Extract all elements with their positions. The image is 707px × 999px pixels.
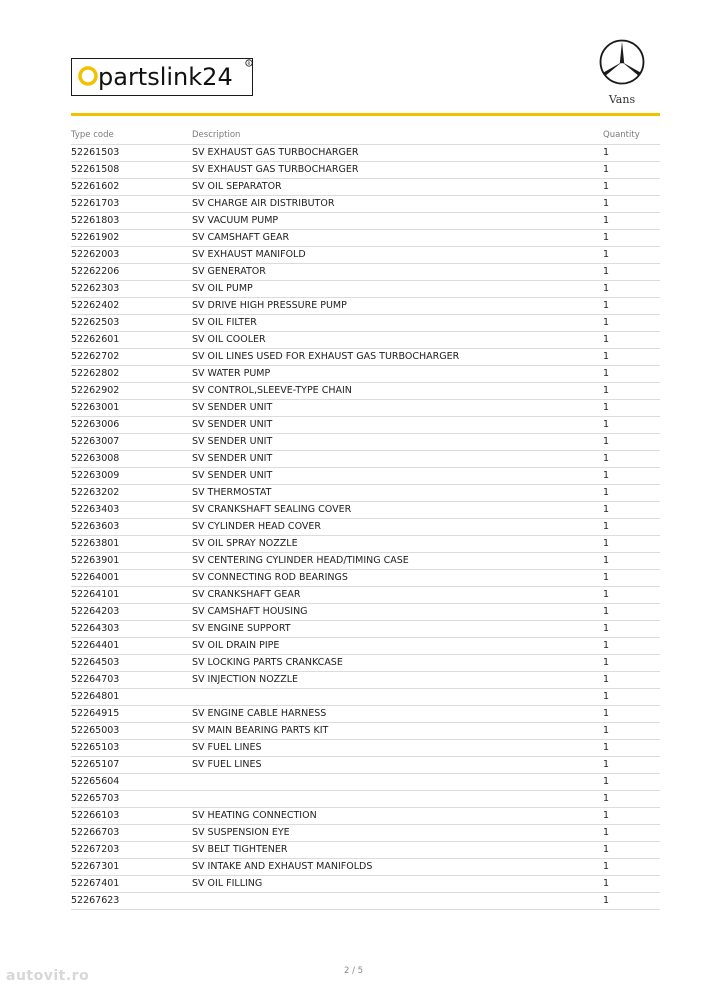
table-row [71, 638, 660, 655]
cell-description: SV SENDER UNIT [192, 400, 603, 417]
table-row [71, 145, 660, 162]
cell-quantity: 1 [603, 621, 660, 638]
table-row [71, 400, 660, 417]
cell-quantity: 1 [603, 417, 660, 434]
cell-description: SV ENGINE SUPPORT [192, 621, 603, 638]
table-row [71, 468, 660, 485]
cell-quantity: 1 [603, 825, 660, 842]
cell-description: SV CHARGE AIR DISTRIBUTOR [192, 196, 603, 213]
logo-wordmark-text: partslink24 [98, 63, 233, 91]
cell-quantity: 1 [603, 366, 660, 383]
cell-quantity: 1 [603, 672, 660, 689]
table-row [71, 842, 660, 859]
cell-type-code: 52267623 [71, 893, 192, 910]
table-row [71, 553, 660, 570]
cell-description: SV LOCKING PARTS CRANKCASE [192, 655, 603, 672]
table-row [71, 179, 660, 196]
cell-quantity: 1 [603, 893, 660, 910]
cell-type-code: 52262702 [71, 349, 192, 366]
cell-description: SV WATER PUMP [192, 366, 603, 383]
cell-description: SV SUSPENSION EYE [192, 825, 603, 842]
cell-description: SV CENTERING CYLINDER HEAD/TIMING CASE [192, 553, 603, 570]
column-header-type-code: Type code [71, 127, 192, 145]
cell-quantity: 1 [603, 434, 660, 451]
table-row [71, 757, 660, 774]
cell-type-code: 52263007 [71, 434, 192, 451]
cell-quantity: 1 [603, 536, 660, 553]
cell-type-code: 52267203 [71, 842, 192, 859]
table-row [71, 247, 660, 264]
cell-description: SV FUEL LINES [192, 757, 603, 774]
cell-description: SV CRANKSHAFT GEAR [192, 587, 603, 604]
header-accent-rule [71, 113, 660, 116]
cell-description: SV VACUUM PUMP [192, 213, 603, 230]
cell-type-code: 52261508 [71, 162, 192, 179]
cell-quantity: 1 [603, 451, 660, 468]
cell-quantity: 1 [603, 706, 660, 723]
cell-quantity: 1 [603, 570, 660, 587]
cell-quantity: 1 [603, 519, 660, 536]
cell-description: SV CRANKSHAFT SEALING COVER [192, 502, 603, 519]
cell-type-code: 52262402 [71, 298, 192, 315]
table-row [71, 502, 660, 519]
cell-type-code: 52266703 [71, 825, 192, 842]
partslink24-logo-icon [71, 52, 261, 102]
cell-quantity: 1 [603, 332, 660, 349]
cell-description: SV BELT TIGHTENER [192, 842, 603, 859]
table-row [71, 349, 660, 366]
cell-description: SV SENDER UNIT [192, 451, 603, 468]
cell-description: SV SENDER UNIT [192, 468, 603, 485]
watermark-text: autovit.ro [6, 968, 90, 984]
table-row [71, 740, 660, 757]
cell-type-code: 52261703 [71, 196, 192, 213]
table-row [71, 451, 660, 468]
cell-type-code: 52263008 [71, 451, 192, 468]
table-row [71, 604, 660, 621]
cell-type-code: 52263801 [71, 536, 192, 553]
cell-type-code: 52261803 [71, 213, 192, 230]
cell-quantity: 1 [603, 179, 660, 196]
column-header-description: Description [192, 127, 603, 145]
cell-type-code: 52262802 [71, 366, 192, 383]
cell-quantity: 1 [603, 298, 660, 315]
cell-type-code: 52265103 [71, 740, 192, 757]
cell-quantity: 1 [603, 281, 660, 298]
cell-type-code: 52261602 [71, 179, 192, 196]
cell-description: SV HEATING CONNECTION [192, 808, 603, 825]
svg-text:R: R [247, 61, 251, 66]
table-row [71, 587, 660, 604]
cell-quantity: 1 [603, 383, 660, 400]
cell-description: SV INJECTION NOZZLE [192, 672, 603, 689]
table-row [71, 723, 660, 740]
cell-quantity: 1 [603, 842, 660, 859]
table-row [71, 196, 660, 213]
cell-description: SV SENDER UNIT [192, 417, 603, 434]
cell-type-code: 52265003 [71, 723, 192, 740]
page-header [0, 0, 707, 120]
table-row [71, 434, 660, 451]
cell-quantity: 1 [603, 468, 660, 485]
cell-type-code: 52266103 [71, 808, 192, 825]
cell-type-code: 52263001 [71, 400, 192, 417]
table-row [71, 230, 660, 247]
cell-quantity: 1 [603, 859, 660, 876]
cell-quantity: 1 [603, 213, 660, 230]
cell-description: SV FUEL LINES [192, 740, 603, 757]
table-row [71, 366, 660, 383]
cell-quantity: 1 [603, 196, 660, 213]
cell-description: SV CAMSHAFT HOUSING [192, 604, 603, 621]
brand-label: Vans [608, 93, 636, 106]
cell-type-code: 52264203 [71, 604, 192, 621]
cell-description [192, 893, 603, 910]
cell-type-code: 52262902 [71, 383, 192, 400]
parts-table-body [71, 145, 660, 910]
cell-quantity: 1 [603, 230, 660, 247]
cell-description: SV OIL COOLER [192, 332, 603, 349]
three-pointed-star-icon [598, 38, 646, 86]
cell-quantity: 1 [603, 723, 660, 740]
cell-quantity: 1 [603, 587, 660, 604]
cell-quantity: 1 [603, 604, 660, 621]
cell-type-code: 52265703 [71, 791, 192, 808]
cell-description [192, 791, 603, 808]
cell-quantity: 1 [603, 638, 660, 655]
table-row [71, 213, 660, 230]
cell-type-code: 52261503 [71, 145, 192, 162]
cell-description: SV OIL FILTER [192, 315, 603, 332]
cell-type-code: 52264101 [71, 587, 192, 604]
cell-type-code: 52262601 [71, 332, 192, 349]
cell-type-code: 52262003 [71, 247, 192, 264]
cell-description: SV OIL PUMP [192, 281, 603, 298]
cell-type-code: 52263403 [71, 502, 192, 519]
cell-type-code: 52262503 [71, 315, 192, 332]
cell-type-code: 52264503 [71, 655, 192, 672]
cell-quantity: 1 [603, 400, 660, 417]
cell-type-code: 52265604 [71, 774, 192, 791]
cell-quantity: 1 [603, 315, 660, 332]
cell-description: SV EXHAUST MANIFOLD [192, 247, 603, 264]
cell-type-code: 52262303 [71, 281, 192, 298]
table-row [71, 485, 660, 502]
cell-type-code: 52267301 [71, 859, 192, 876]
table-row [71, 791, 660, 808]
table-row [71, 621, 660, 638]
cell-quantity: 1 [603, 791, 660, 808]
table-row [71, 859, 660, 876]
cell-type-code: 52265107 [71, 757, 192, 774]
table-row [71, 264, 660, 281]
cell-type-code: 52262206 [71, 264, 192, 281]
cell-type-code: 52263009 [71, 468, 192, 485]
cell-quantity: 1 [603, 808, 660, 825]
cell-type-code: 52264001 [71, 570, 192, 587]
table-row [71, 876, 660, 893]
parts-table-container [71, 127, 660, 910]
cell-description: SV OIL DRAIN PIPE [192, 638, 603, 655]
cell-description: SV ENGINE CABLE HARNESS [192, 706, 603, 723]
cell-description: SV EXHAUST GAS TURBOCHARGER [192, 162, 603, 179]
cell-type-code: 52263006 [71, 417, 192, 434]
cell-quantity: 1 [603, 264, 660, 281]
cell-description: SV OIL SPRAY NOZZLE [192, 536, 603, 553]
table-row [71, 774, 660, 791]
cell-description [192, 774, 603, 791]
table-row [71, 298, 660, 315]
cell-type-code: 52263603 [71, 519, 192, 536]
table-row [71, 672, 660, 689]
table-row [71, 825, 660, 842]
cell-type-code: 52264915 [71, 706, 192, 723]
cell-quantity: 1 [603, 502, 660, 519]
table-row [71, 281, 660, 298]
cell-quantity: 1 [603, 349, 660, 366]
cell-description: SV CYLINDER HEAD COVER [192, 519, 603, 536]
cell-type-code: 52267401 [71, 876, 192, 893]
table-row [71, 162, 660, 179]
table-row [71, 655, 660, 672]
cell-description: SV CONTROL,SLEEVE-TYPE CHAIN [192, 383, 603, 400]
cell-quantity: 1 [603, 774, 660, 791]
cell-type-code: 52264303 [71, 621, 192, 638]
cell-quantity: 1 [603, 655, 660, 672]
page-indicator: 2 / 5 [343, 966, 364, 976]
table-row [71, 417, 660, 434]
cell-description: SV OIL SEPARATOR [192, 179, 603, 196]
cell-description: SV SENDER UNIT [192, 434, 603, 451]
cell-description: SV OIL FILLING [192, 876, 603, 893]
cell-description: SV MAIN BEARING PARTS KIT [192, 723, 603, 740]
table-row [71, 519, 660, 536]
column-header-quantity: Quantity [603, 127, 660, 145]
table-header-row [71, 127, 660, 145]
cell-description: SV EXHAUST GAS TURBOCHARGER [192, 145, 603, 162]
table-row [71, 689, 660, 706]
table-row [71, 315, 660, 332]
table-row [71, 706, 660, 723]
cell-description: SV CONNECTING ROD BEARINGS [192, 570, 603, 587]
cell-type-code: 52264801 [71, 689, 192, 706]
parts-table [71, 127, 660, 910]
cell-description: SV INTAKE AND EXHAUST MANIFOLDS [192, 859, 603, 876]
table-row [71, 332, 660, 349]
cell-description: SV GENERATOR [192, 264, 603, 281]
cell-quantity: 1 [603, 553, 660, 570]
cell-type-code: 52261902 [71, 230, 192, 247]
cell-quantity: 1 [603, 145, 660, 162]
cell-description: SV OIL LINES USED FOR EXHAUST GAS TURBOCHARGER [192, 349, 603, 366]
cell-quantity: 1 [603, 162, 660, 179]
cell-description [192, 689, 603, 706]
cell-quantity: 1 [603, 689, 660, 706]
cell-type-code: 52263202 [71, 485, 192, 502]
table-row [71, 893, 660, 910]
cell-quantity: 1 [603, 757, 660, 774]
cell-quantity: 1 [603, 876, 660, 893]
cell-description: SV CAMSHAFT GEAR [192, 230, 603, 247]
cell-quantity: 1 [603, 485, 660, 502]
table-row [71, 570, 660, 587]
cell-type-code: 52264703 [71, 672, 192, 689]
cell-description: SV DRIVE HIGH PRESSURE PUMP [192, 298, 603, 315]
table-row [71, 383, 660, 400]
cell-type-code: 52264401 [71, 638, 192, 655]
cell-type-code: 52263901 [71, 553, 192, 570]
table-row [71, 808, 660, 825]
cell-quantity: 1 [603, 740, 660, 757]
table-row [71, 536, 660, 553]
cell-quantity: 1 [603, 247, 660, 264]
cell-description: SV THERMOSTAT [192, 485, 603, 502]
